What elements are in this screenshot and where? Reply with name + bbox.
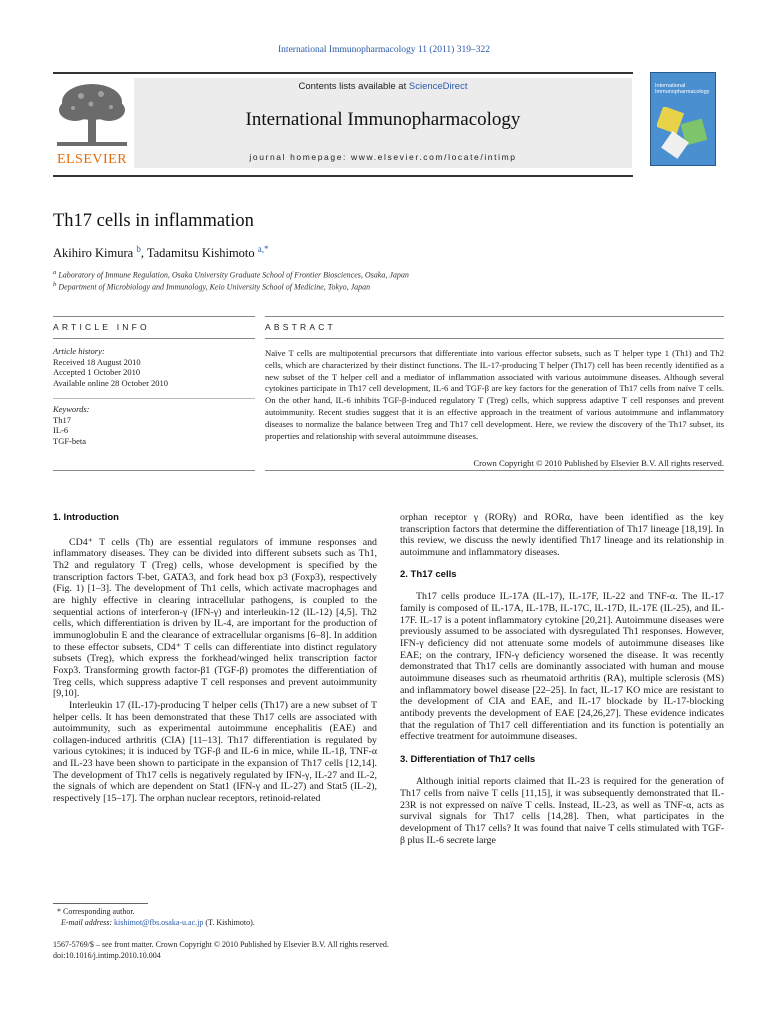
paragraph: Interleukin 17 (IL-17)-producing T helper cells (Th17) are a new subset of T helper cells. It has been demonstrated that these Th17 cells are associated with autoimmunity, such as experimental autoimmune encephalitis (EAE) and collagen-induced arthritis (CIA) [11–13]. Th17 differentiation is regulated by various cytokines; it is induced by TGF-β and IL-6 in mice, while IL-1β, TNF-α and IL-23 have been shown to participate in the expansion of Th17 cells [12,14]. The development of Th17 cells is negatively regulated by IFN-γ, IL-27 and IL-2, the signals of which are dependent on Stat1 (IFN-γ and IL-27) and Stat5 (IL-2), respectively [15–17]. The orphan nuclear receptors, retinoid-related: [53, 699, 377, 805]
bottom-meta: [53, 939, 553, 961]
divider: [265, 338, 724, 339]
author-name: Akihiro Kimura: [53, 246, 134, 261]
journal-cover-thumbnail[interactable]: [650, 72, 716, 166]
section-heading: 1. Introduction: [53, 512, 119, 523]
abstract-copyright: Crown Copyright © 2010 Published by Elsevier B.V. All rights reserved.: [473, 458, 724, 468]
cover-art-icon: [657, 107, 709, 159]
divider: [265, 316, 724, 317]
doi-link[interactable]: doi:10.1016/j.intimp.2010.10.004: [53, 951, 161, 960]
abstract-text: Naïve T cells are multipotential precursors that differentiate into various effector subsets, such as T helper type 1 (Th1) and Th2 cells, which are characterized by their distinct functions. The IL-17-producing T helper (Th17) cell has been recently identified as a new subset of the T helper cell and a mediator of inflammation associated with various autoimmune diseases. Although several cytokines participate in Th17 cell development, IL-6 and TGF-β are key factors for the generation of Th17 cells from naïve T cells. On the other hand, IL-6 inhibits TGF-β-induced regulatory T (Treg) cells, which suppress adaptive T cell responses and prevent autoimmunity. Recent studies suggest that it is an effective approach in the treatment of various autoimmune and inflammatory diseases to normalize the balance between Treg and Th17 cell development. Here, we review the discovery of the Th17 subset, its properties and relationship with several autoimmune diseases.: [265, 348, 724, 441]
abstract-heading: ABSTRACT: [265, 322, 336, 332]
paragraph: Although initial reports claimed that IL-23 is required for the generation of Th17 cells from naïve T cells [11,15], it was subsequently demonstrated that IL-23R is not expressed on naïve T cells. Instead, IL-23, as well as TNF-α, acts as survival signals for Th17 cells [14,28]. Then, what participates in the development of Th17 cells? It was found that naive T cells stimulated with TGF-β plus IL-6 secrete large: [400, 776, 724, 846]
sciencedirect-link[interactable]: ScienceDirect: [408, 81, 468, 92]
affiliation-a: $^a$ Laboratory of Immune Regulation, Osaka University Graduate School of Frontier Biosciences, Osaka, Japan: [53, 269, 409, 280]
article-info-heading: ARTICLE INFO: [53, 322, 150, 332]
affiliation-link[interactable]: b: [136, 244, 141, 254]
author-name: Tadamitsu Kishimoto: [146, 246, 255, 261]
keyword: IL-6: [53, 425, 69, 435]
journal-homepage: journal homepage: www.elsevier.com/locate/intimp: [249, 152, 517, 162]
elsevier-wordmark: ELSEVIER: [56, 152, 128, 167]
divider: [265, 470, 724, 471]
author-list: Akihiro Kimura $^b$, Tadamitsu Kishimoto $^{a,*}$: [53, 244, 269, 261]
homepage-link[interactable]: www.elsevier.com/locate/intimp: [350, 152, 517, 162]
affiliation-b: $^b$ Department of Microbiology and Immunology, Keio University School of Medicine, Tokyo, Japan: [53, 281, 371, 292]
section-heading: 3. Differentiation of Th17 cells: [400, 753, 536, 765]
issn-line: 1567-5769/$ – see front matter. Crown Copyright © 2010 Published by Elsevier B.V. All rights reserved.: [53, 940, 389, 949]
body-column-left: [53, 512, 377, 805]
keyword: TGF-beta: [53, 435, 87, 446]
paragraph: Th17 cells produce IL-17A (IL-17), IL-17F, IL-22 and TNF-α. The IL-17 family is composed of IL-17A, IL-17B, IL-17C, IL-17D, IL-17E (IL-25), and IL-17F. IL-17 is a potent inflammatory cytokine [20,21]. Autoimmune diseases were previously assumed to be associated with dysregulated Th1 responses. However, IFN-γ deficiency did not attenuate some models of autoimmune diseases like EAE; on the contrary, IFN-γ deficiency worsened the disease. It was recently demonstrated that Th17 cells are dominantly associated with human and mouse autoimmune diseases such as rheumatoid arthritis (RA), multiple sclerosis (MS) and inflammatory bowel disease [22–25]. In fact, IL-17 KO mice are resistant to the development of CIA and EAE, and IL-17 blockade by IL-17-blocking antibody prevents the development of EAE [24,26,27]. These evidence indicates that the regulation of Th17 cell differentiation and its function is potentially an effective treatment for autoimmune diseases.: [400, 591, 724, 743]
affiliation-link[interactable]: a,*: [257, 244, 269, 254]
contents-line: Contents lists available at ScienceDirect: [298, 81, 468, 92]
divider: [53, 398, 255, 399]
divider: [53, 470, 255, 471]
footnote: * Corresponding author. E-mail address: kishimot@fbs.osaka-u.ac.jp (T. Kishimoto).: [57, 907, 255, 927]
keywords-list: Keywords: Th17 IL-6 TGF-beta: [53, 404, 255, 446]
journal-name: International Immunopharmacology: [245, 109, 521, 130]
header-bottom-rule: [53, 175, 633, 177]
body-column-right: [400, 512, 724, 846]
divider: [53, 338, 255, 339]
section-heading: 2. Th17 cells: [400, 568, 457, 580]
footnote-rule: [53, 903, 148, 904]
header-top-rule: [53, 72, 633, 74]
email-link[interactable]: kishimot@fbs.osaka-u.ac.jp: [114, 918, 204, 927]
article-title: Th17 cells in inflammation: [53, 211, 254, 231]
keyword: Th17: [53, 414, 71, 425]
paragraph: orphan receptor γ (RORγ) and RORα, have been identified as the key transcription factors that determine the differentiation of Th17 lineage [18,19]. In this review, we discuss the newly identified Th17 lineage and its relationship in autoimmune and inflammatory diseases.: [400, 512, 724, 558]
cover-title: International Immunopharmacology: [655, 83, 710, 95]
journal-reference[interactable]: International Immunopharmacology 11 (2011) 319–322: [278, 45, 490, 55]
article-history: Article history: Received 18 August 2010 Accepted 1 October 2010 Available online 28 October 2010: [53, 346, 169, 388]
paragraph: CD4⁺ T cells (Th) are essential regulators of immune responses and inflammatory diseases. They can be divided into different subsets such as Th1, Th2 and regulatory T (Treg) cells, whose development is specified by the transcription factors T-bet, GATA3, and fork head box p3 (Foxp3), respectively (Fig. 1) [1–3]. The development of Th1 cells, which activate macrophages and are highly effective in clearing intracellular pathogens, is coupled to the sequential actions of interferon-γ (IFN-γ) and interleukin-12 (IL-12) [4,5]. Th2 cells, which differentiation is driven by IL-4, are important for the production of immunoglobulin E and the clearance of extracellular organisms [6–8]. In addition to these effector subsets, CD4⁺ T cells can differentiate into distinct regulatory subsets (Treg), which express the forkhead/winged helix transcription factor Foxp3. Transforming growth factor-β1 (TGF-β) promotes the differentiation of Treg cells, which suppress adaptive T cell responses and prevent autoimmunity [9,10].: [53, 536, 377, 700]
divider: [53, 316, 255, 317]
